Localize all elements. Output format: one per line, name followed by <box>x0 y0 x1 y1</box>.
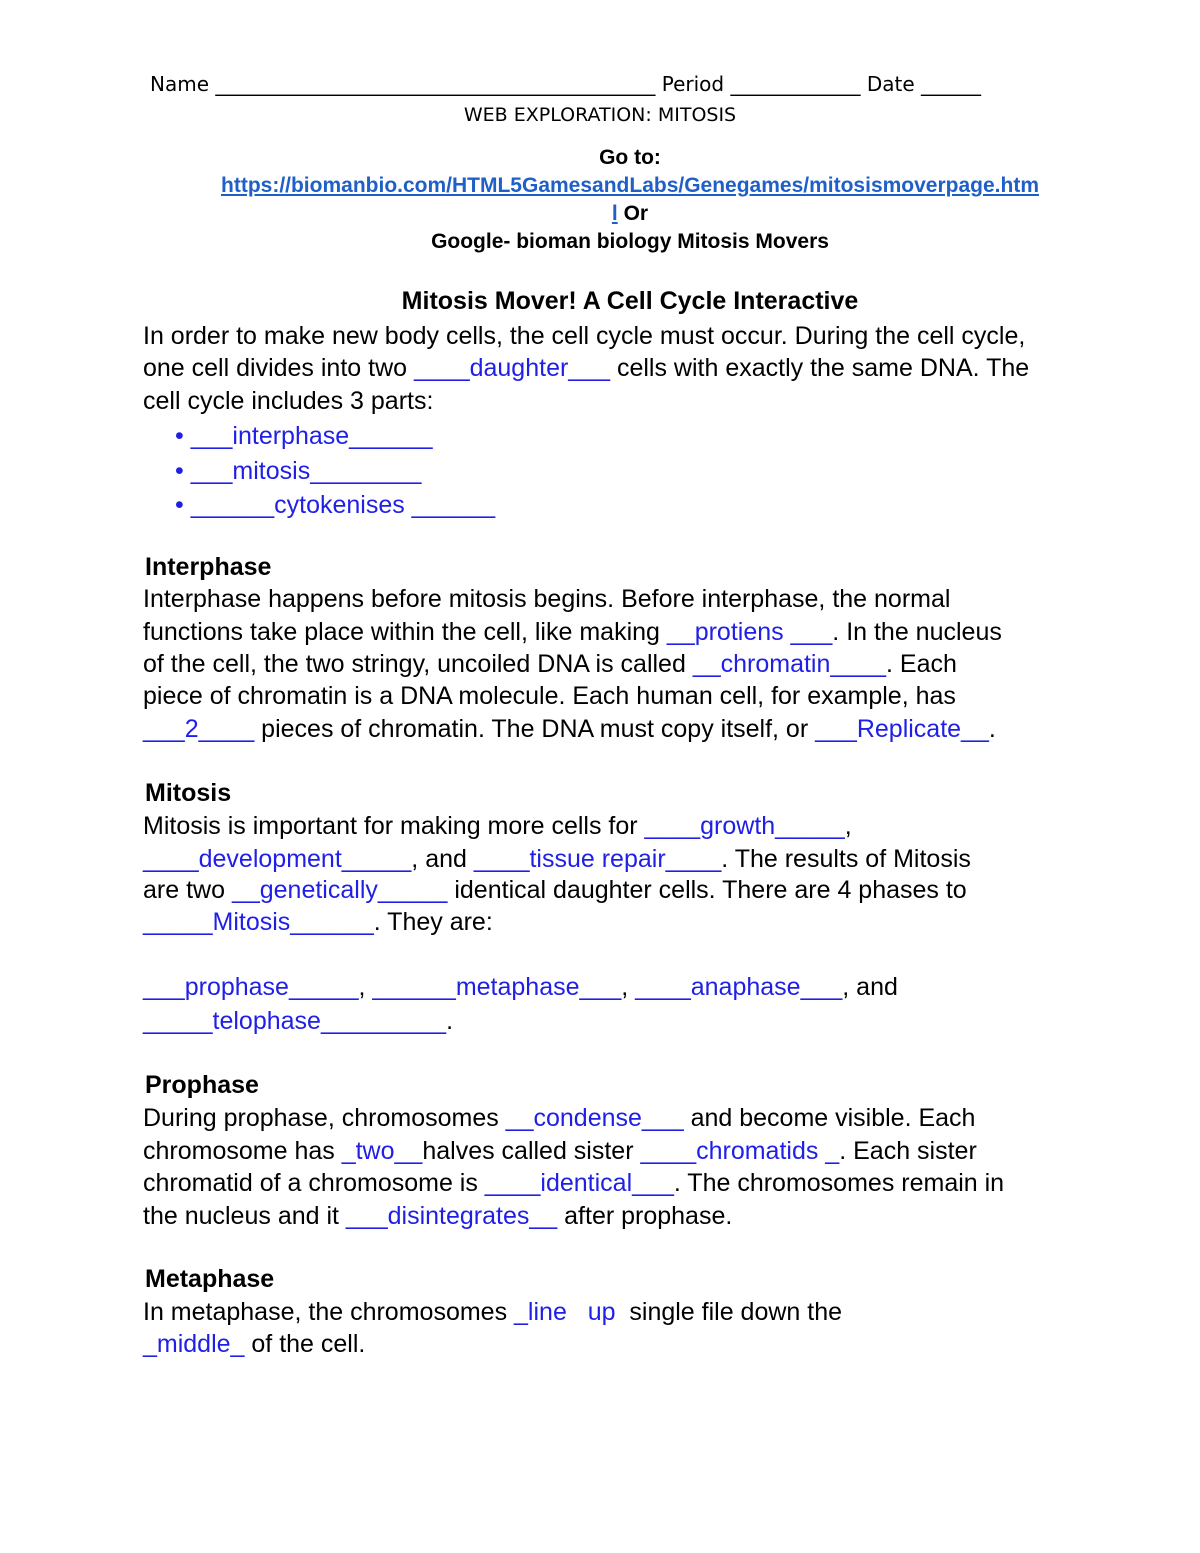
bullet-item: • ______cytokenises ______ <box>175 491 496 519</box>
text: one cell divides into two <box>143 354 414 382</box>
mitosis-line-6 <box>143 1007 453 1036</box>
mitosis-line-1 <box>143 812 852 841</box>
prophase-line-2 <box>143 1137 977 1166</box>
mitosis-line-5 <box>143 973 898 1002</box>
text: , and <box>842 973 898 1001</box>
text: after prophase. <box>557 1202 733 1230</box>
text: During prophase, chromosomes <box>143 1104 506 1132</box>
text: cells with exactly the same DNA. The <box>610 354 1030 382</box>
answer-2: ___2____ <box>143 715 255 743</box>
interphase-line-3 <box>143 650 957 679</box>
text: , <box>844 812 852 840</box>
name-label: Name <box>150 72 210 96</box>
answer-condense: __condense___ <box>505 1104 684 1132</box>
header-line <box>150 72 1070 96</box>
name-blank: ____________________________________________ <box>215 72 656 96</box>
worksheet-title: WEB EXPLORATION: MITOSIS <box>463 104 737 126</box>
answer-chromatin: __chromatin____ <box>692 650 887 678</box>
text: and become visible. Each <box>683 1104 976 1132</box>
answer-chromatids: ____chromatids _ <box>640 1137 840 1165</box>
prophase-line-1 <box>143 1104 975 1133</box>
text: . The chromosomes remain in <box>673 1169 1005 1197</box>
text: single file down the <box>615 1298 843 1326</box>
mitosis-line-3 <box>143 876 967 905</box>
answer-anaphase: ____anaphase___ <box>635 973 843 1001</box>
text: , <box>621 973 636 1001</box>
answer-mitosis: ___mitosis________ <box>190 457 422 485</box>
text: . <box>446 1007 454 1035</box>
interphase-line-1: Interphase happens before mitosis begins. Before interphase, the normal <box>143 585 951 613</box>
answer-development: ____development_____ <box>143 845 412 873</box>
text: , and <box>411 845 474 873</box>
text: chromatid of a chromosome is <box>143 1169 485 1197</box>
text: the nucleus and it <box>143 1202 346 1230</box>
text: , <box>358 973 373 1001</box>
answer-two: _two__ <box>341 1137 423 1165</box>
answer-prophase: ___prophase_____ <box>143 973 359 1001</box>
text: of the cell, the two stringy, uncoiled DNA is called <box>143 650 693 678</box>
goto-url-line1 <box>0 174 1200 198</box>
date-blank: ______ <box>921 72 981 96</box>
interphase-line-4: piece of chromatin is a DNA molecule. Each human cell, for example, has <box>143 682 956 710</box>
answer-daughter: ____daughter___ <box>413 354 611 382</box>
text: identical daughter cells. There are 4 phases to <box>447 876 967 904</box>
metaphase-heading: Metaphase <box>145 1265 275 1293</box>
bullet-item: • ___interphase______ <box>175 422 433 450</box>
mitosis-line-4 <box>143 908 493 937</box>
text: . Each sister <box>839 1137 977 1165</box>
intro-line-2 <box>143 354 1029 383</box>
intro-line-1: In order to make new body cells, the cell cycle must occur. During the cell cycle, <box>143 322 1026 350</box>
answer-disintegrates: ___disintegrates__ <box>345 1202 558 1230</box>
text: pieces of chromatin. The DNA must copy itself, or <box>254 715 816 743</box>
answer-cytokenises: ______cytokenises ______ <box>190 491 496 519</box>
text: . Each <box>886 650 957 678</box>
text: In metaphase, the chromosomes <box>143 1298 515 1326</box>
answer-mitosis-word: _____Mitosis______ <box>143 908 374 936</box>
answer-line-up: _line up <box>514 1298 616 1326</box>
url-link-end[interactable]: l <box>611 202 618 225</box>
metaphase-line-1 <box>143 1298 842 1327</box>
answer-telophase: _____telophase_________ <box>143 1007 447 1035</box>
url-link[interactable]: https://biomanbio.com/HTML5GamesandLabs/Genegames/mitosismoverpage.htm <box>221 174 1039 197</box>
answer-tissue-repair: ____tissue repair____ <box>473 845 722 873</box>
prophase-line-4 <box>143 1202 732 1231</box>
mitosis-heading: Mitosis <box>145 779 232 807</box>
text: chromosome has <box>143 1137 342 1165</box>
period-label: Period <box>661 72 725 96</box>
answer-identical: ____identical___ <box>484 1169 674 1197</box>
text: halves called sister <box>422 1137 641 1165</box>
answer-middle: _middle_ <box>143 1330 245 1358</box>
text: are two <box>143 876 232 904</box>
main-heading: Mitosis Mover! A Cell Cycle Interactive <box>401 287 859 315</box>
prophase-heading: Prophase <box>145 1071 259 1099</box>
text: . In the nucleus <box>832 618 1002 646</box>
answer-genetically: __genetically_____ <box>231 876 448 904</box>
text: functions take place within the cell, like making <box>143 618 667 646</box>
text: Mitosis is important for making more cells for <box>143 812 645 840</box>
mitosis-line-2 <box>143 845 971 874</box>
google-hint: Google- bioman biology Mitosis Movers <box>431 230 829 253</box>
text: of the cell. <box>244 1330 366 1358</box>
text: . <box>988 715 996 743</box>
answer-protiens: __protiens ___ <box>666 618 833 646</box>
date-label: Date <box>866 72 915 96</box>
interphase-heading: Interphase <box>145 553 272 581</box>
interphase-line-2 <box>143 618 1002 647</box>
answer-interphase: ___interphase______ <box>190 422 433 450</box>
text: . The results of Mitosis <box>721 845 971 873</box>
or-text: Or <box>617 202 649 225</box>
bullet-item: • ___mitosis________ <box>175 457 422 485</box>
answer-growth: ____growth_____ <box>644 812 845 840</box>
goto-url-line2 <box>0 202 1200 226</box>
text: . They are: <box>373 908 493 936</box>
goto-label: Go to: <box>599 146 661 169</box>
metaphase-line-2 <box>143 1330 365 1359</box>
prophase-line-3 <box>143 1169 1004 1198</box>
answer-replicate: ___Replicate__ <box>815 715 989 743</box>
answer-metaphase: ______metaphase___ <box>372 973 622 1001</box>
period-blank: _____________ <box>730 72 861 96</box>
intro-line-3: cell cycle includes 3 parts: <box>143 387 434 415</box>
interphase-line-5 <box>143 715 996 744</box>
